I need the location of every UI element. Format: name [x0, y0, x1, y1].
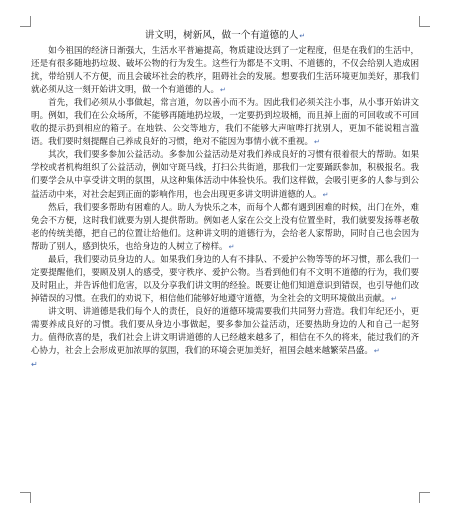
document-body[interactable] — [31, 29, 419, 371]
paragraph-mark-icon: ↵ — [322, 190, 329, 199]
paragraph-mark-icon: ↵ — [314, 138, 320, 147]
paragraph-3: 其次，我们要多参加公益活动。多参加公益活动是对我们养成良好的习惯有很着很大的帮助。如果学校或者机构组织了公益活动，例如守斑马线，打扫公共街道，那我们一定要踊跃参加，积极报名。我们要学会从中享受讲文明的氛围，从这种集体活动中体验快乐。我们这样做，会吸引更多的人参与到公益活动中来，对社会起到正面的影响作用，也会出现更多讲文明讲道德的人。↵ — [31, 150, 419, 200]
crop-mark-top-left — [20, 16, 31, 27]
paragraph-mark-icon: ↵ — [373, 347, 380, 356]
paragraph-2: 首先，我们必须从小事做起，常言道，勿以善小而不为。因此我们必须关注小事，从小事开始讲文明。例如，我们在公众场所，不能够再随地扔垃圾，一定要扔到垃圾桶，而且掉上面的可回收或不可回收的提示扔到相应的箱子。在地铁、公交等地方，我们不能够大声喧哗打扰别人，更加不能说粗言滥语。我们要时刻提醒自己养成良好的习惯，绝对不能因为事情小就不重视。↵ — [31, 98, 419, 148]
paragraph-mark-icon: ↵ — [390, 294, 397, 303]
paragraph-6: 讲文明、讲道德是我们每个人的责任，良好的道德环境需要我们共同努力营造。我们年纪还小，更需要养成良好的习惯。我们要从身边小事做起，要多参加公益活动，还要热助身边的人和自己一起努力。值得欣喜的是，我们社会上讲文明讲道德的人已经越来越多了，相信在不久的将来，能过我们的齐心协力，社会上会形成更加浓厚的氛围，我们的环境会更加美好，祖国会越来越繁荣昌盛。↵ — [31, 306, 419, 357]
paragraph-5: 最后，我们要动员身边的人。如果我们身边的人有不排队、不爱护公物等等的坏习惯，那么我们一定要提醒他们，要顾及别人的感受，要守秩序、爱护公物。当看到他们有不文明不道德的行为，我们要及时阻止，并告诉他们危害，以及分享我们讲文明的经验。既要让他们知道意识到错误，也引导他们改掉错误的习惯。在我们的劝说下，相信他们能够好地遵守道德，为全社会的文明环境做出贡献。↵ — [31, 254, 419, 304]
crop-mark-top-right — [419, 16, 430, 27]
paragraph-mark-icon: ↵ — [220, 86, 226, 95]
paragraph-4: 然后，我们要多帮助有困难的人。助人为快乐之本，而每个人都有遇到困难的时候，出门在外，难免会不方便，这时我们就要为别人提供帮助。例如老人家在公交上没有位置坐时，我们就要发扬尊老敬老的传统美德，把自己的位置让给他们。这种讲文明的道德行为，会给老人家帮助，同时自己也会因为帮助了别人，感到快乐，也给身边的人树立了榜样。↵ — [31, 202, 419, 252]
crop-mark-bottom-left — [20, 492, 31, 503]
paragraph-1: 如今祖国的经济日渐强大，生活水平普遍提高，物质建设达到了一定程度，但是在我们的生活中，还是有很多随地扔垃圾、破坏公物的行为发生。这些行为都是不文明、不道德的，不仅会给别人造成困扰，带给别人不方便，而且会破坏社会的秩序，阻碍社会的发展。想要我们生活环境更加美好，那我们就必须从这一刻开始讲文明，做一个有道德的人。↵ — [31, 46, 419, 96]
paragraph-mark-icon: ↵ — [228, 242, 235, 251]
empty-paragraph-mark-icon: ↵ — [31, 360, 38, 370]
crop-mark-bottom-right — [419, 492, 430, 503]
document-title: 讲文明，树新风，做一个有道德的人↵ — [144, 30, 306, 41]
paragraph-mark-icon: ↵ — [299, 32, 306, 40]
